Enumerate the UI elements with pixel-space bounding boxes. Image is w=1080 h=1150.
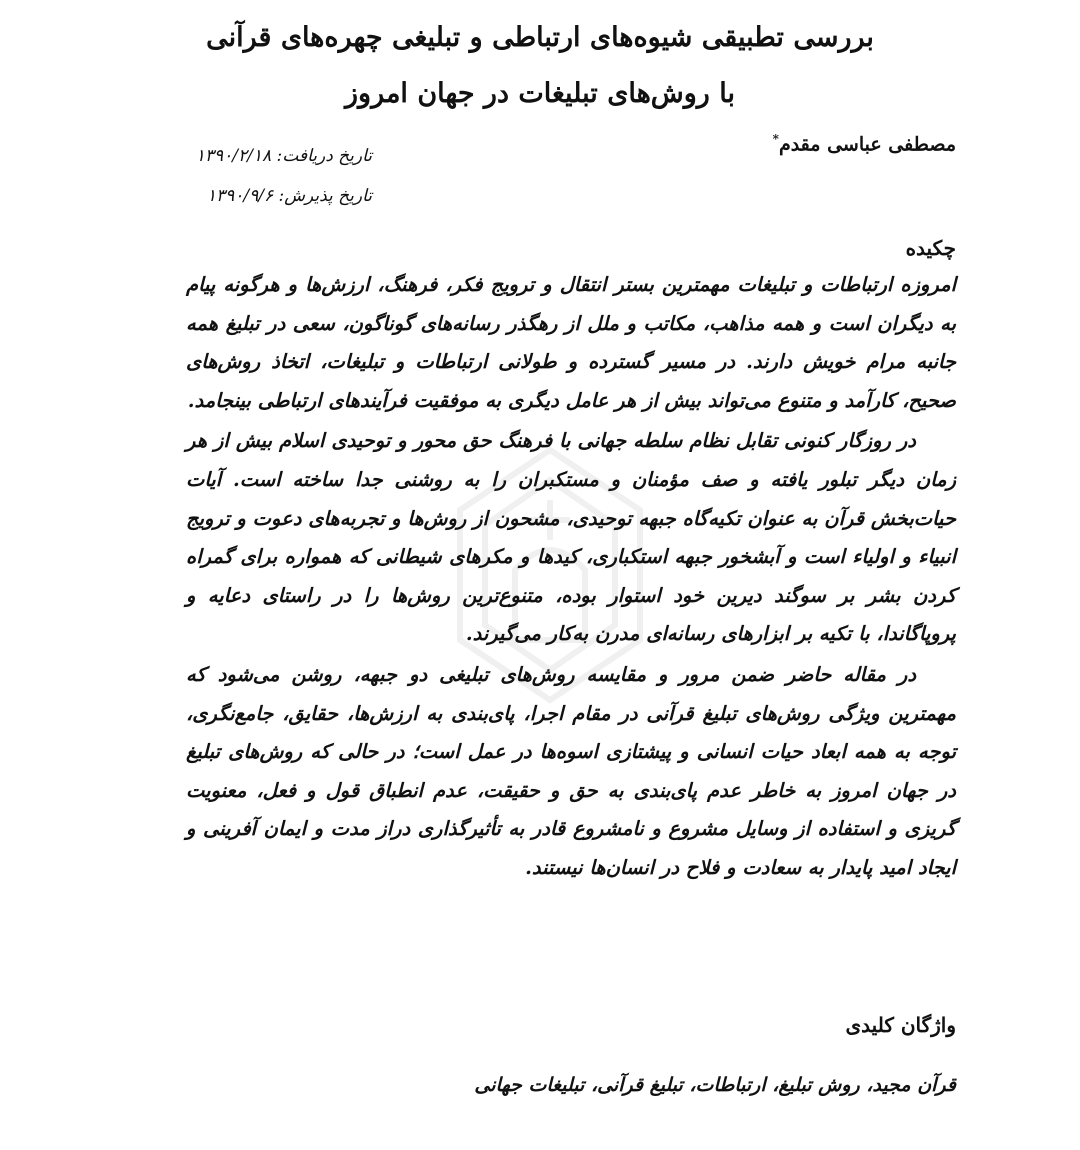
paper-title-line-1: بررسی تطبیقی شیوه‌های ارتباطی و تبلیغی چهره‌های قرآنی: [206, 22, 874, 53]
received-date: تاریخ دریافت: ۱۳۹۰/۲/۱۸: [195, 146, 372, 166]
keywords-list: قرآن مجید، روش تبلیغ، ارتباطات، تبلیغ قرآنی، تبلیغات جهانی: [474, 1074, 956, 1096]
abstract-paragraph-2: در روزگار کنونی تقابل نظام سلطه جهانی با فرهنگ حق محور و توحیدی اسلام بیش از هر زمان دیگر تبلور یافته و صف مؤمنان و مستکبران را به روشنی جدا ساخته است. آیات حیات‌بخش قرآن به عنوان تکیه‌گاه جبهه توحیدی، مشحون از روش‌ها و تجربه‌های دعوت و ترویج انبیاء و اولیاء است و آبشخور جبهه استکباری، کیدها و مکرهای شیطانی که همواره برای گمراه کردن بشر بر سوگند دیرین خود استوار بوده، متنوع‌ترین روش‌ها را در راستای دعایه و پروپاگاندا، با تکیه بر ابزارهای رسانه‌ای مدرن به‌کار می‌گیرند.: [186, 429, 956, 646]
article-dates: [112, 136, 372, 216]
abstract-paragraph-1: امروزه ارتباطات و تبلیغات مهمترین بستر انتقال و ترویج فکر، فرهنگ، ارزش‌ها و هرگونه پیام به دیگران است و همه مذاهب، مکاتب و ملل از رهگذر رسانه‌های گوناگون، سعی در تبلیغ همه جانبه مرام خویش دارند. در مسیر گسترده و طولانی ارتباطات و تبلیغات، اتخاذ روش‌های صحیح، کارآمد و متنوع می‌تواند بیش از هر عامل دیگری به موفقیت فرآیندهای ارتباطی بینجامد.: [186, 273, 956, 412]
author-footnote-mark: *: [772, 132, 779, 146]
author-name: مصطفی عباسی مقدم: [778, 133, 956, 156]
accepted-date: تاریخ پذیرش: ۱۳۹۰/۹/۶: [206, 186, 372, 206]
abstract-heading: چکیده: [905, 236, 956, 260]
paper-title-line-2: با روش‌های تبلیغات در جهان امروز: [345, 78, 735, 109]
author-line: [773, 132, 956, 155]
abstract-body: [186, 266, 956, 890]
keywords-heading: واژگان کلیدی: [845, 1013, 956, 1037]
abstract-paragraph-3: در مقاله حاضر ضمن مرور و مقایسه روش‌های تبلیغی دو جبهه، روشن می‌شود که مهمترین ویژگی روش‌های تبلیغ قرآنی در مقام اجرا، پای‌بندی به ارزش‌ها، حقایق، جامع‌نگری، توجه به همه ابعاد حیات انسانی و پیشتازی اسوه‌ها در عمل است؛ در حالی که روش‌های تبلیغ در جهان امروز به خاطر عدم پای‌بندی به حق و حقیقت، عدم انطباق قول و فعل، معنویت گریزی و استفاده از وسایل مشروع و نامشروع قادر به تأثیرگذاری دراز مدت و ایمان آفرینی و ایجاد امید پایدار به سعادت و فلاح در انسان‌ها نیستند.: [186, 662, 956, 879]
